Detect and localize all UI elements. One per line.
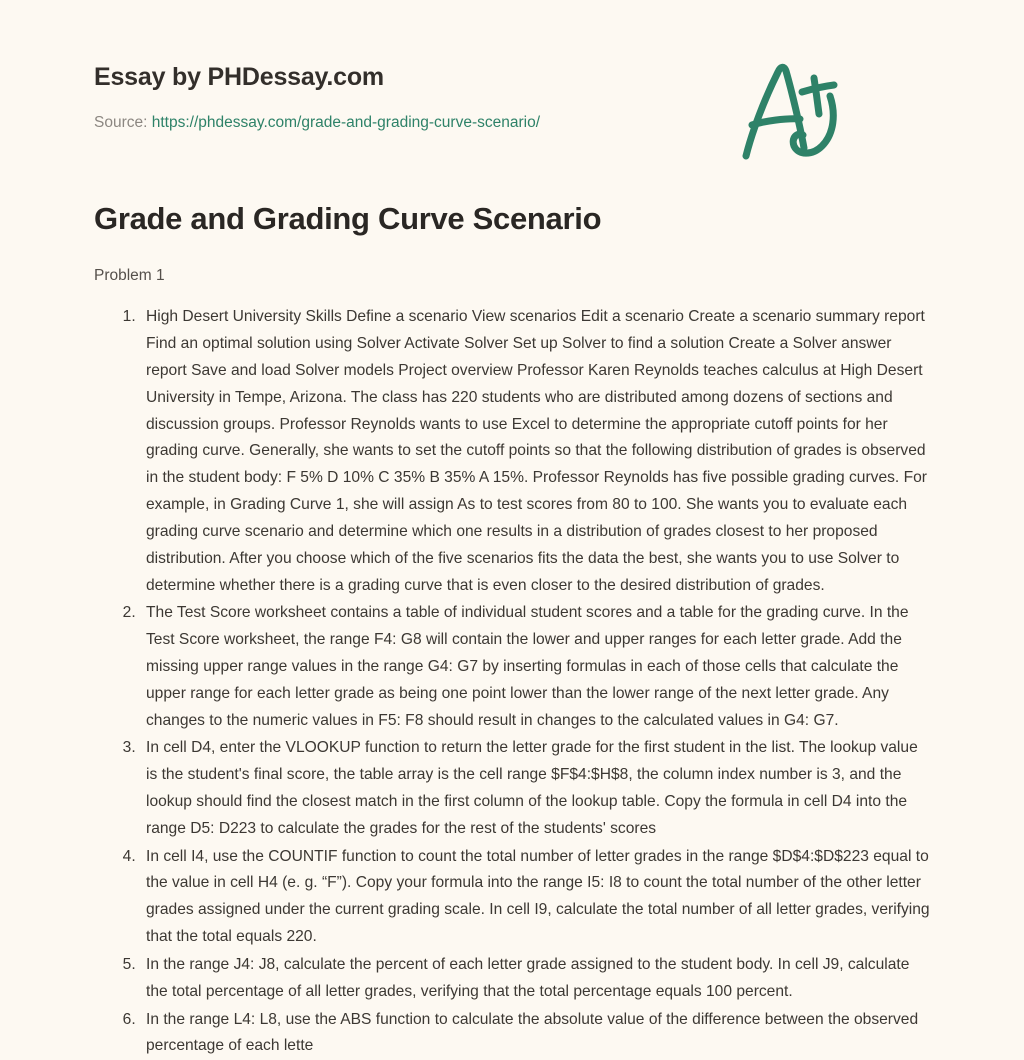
aplus-logo-icon: [730, 52, 850, 164]
source-url-link[interactable]: https://phdessay.com/grade-and-grading-curve-scenario/: [151, 114, 541, 132]
brand-title: Essay by PHDessay.com: [94, 63, 384, 91]
source-label: Source:: [94, 114, 148, 132]
page-title: Grade and Grading Curve Scenario: [94, 201, 602, 237]
list-item: 3. In cell D4, enter the VLOOKUP function to return the letter grade for the first student in the list. The lookup value is the student's final score, the table array is the cell range $F$4:$H$8, the column index number is 3, and the lookup should find the closest match in the first column of the lookup table. Copy the formula in cell D4 into the range D5: D223 to calculate the grades for the rest of the students' scores: [140, 735, 930, 842]
list-item: 1. High Desert University Skills Define a scenario View scenarios Edit a scenario Create a scenario summary report Find an optimal solution using Solver Activate Solver Set up Solver to find a solution Create a Solver answer report Save and load Solver models Project overview Professor Karen Reynolds teaches calculus at High Desert University in Tempe, Arizona. The class has 220 students who are distributed among dozens of sections and discussion groups. Professor Reynolds wants to use Excel to determine the appropriate cutoff points for her grading curve. Generally, she wants to set the cutoff points so that the following distribution of grades is observed in the student body: F 5% D 10% C 35% B 35% A 15%. Professor Reynolds has five possible grading curves. For example, in Grading Curve 1, she will assign As to test scores from 80 to 100. She wants you to evaluate each grading curve scenario and determine which one results in a distribution of grades closest to her proposed distribution. After you choose which of the five scenarios fits the data the best, she wants you to use Solver to determine whether there is a grading curve that is even closer to the desired distribution of grades.: [140, 304, 930, 599]
list-item: 4. In cell I4, use the COUNTIF function to count the total number of letter grades in the range $D$4:$D$223 equal to the value in cell H4 (e. g. “F”). Copy your formula into the range I5: I8 to count the total number of the other letter grades assigned under the current grading scale. In cell I9, calculate the total number of all letter grades, verifying that the total equals 220.: [140, 844, 930, 951]
list-item: 2. The Test Score worksheet contains a table of individual student scores and a table for the grading curve. In the Test Score worksheet, the range F4: G8 will contain the lower and upper ranges for each letter grade. Add the missing upper range values in the range G4: G7 by inserting formulas in each of those cells that calculate the upper range for each letter grade as being one point lower than the lower range of the next letter grade. Any changes to the numeric values in F5: F8 should result in changes to the calculated values in G4: G7.: [140, 600, 930, 734]
problem-label: Problem 1: [94, 266, 165, 284]
steps-list: [94, 304, 930, 1060]
list-item: 5. In the range J4: J8, calculate the percent of each letter grade assigned to the student body. In cell J9, calculate the total percentage of all letter grades, verifying that the total percentage equals 100 percent.: [140, 952, 930, 1006]
list-item: 6. In the range L4: L8, use the ABS function to calculate the absolute value of the difference between the observed percentage of each lette: [140, 1007, 930, 1060]
page-header: [94, 0, 930, 133]
